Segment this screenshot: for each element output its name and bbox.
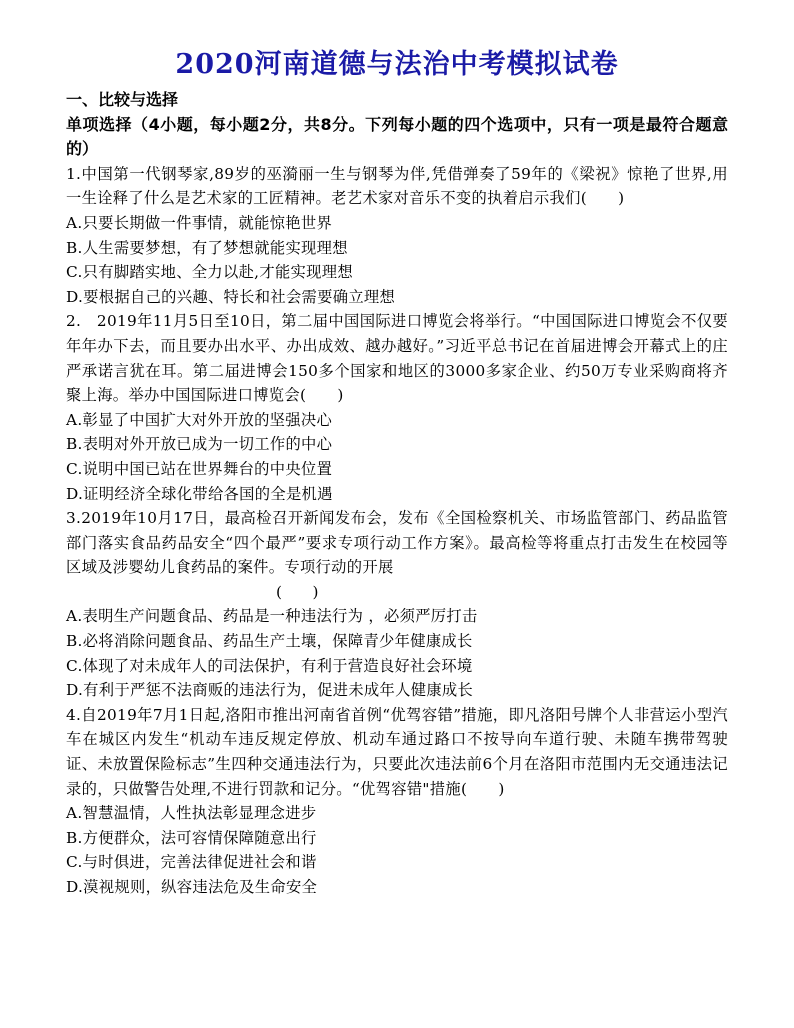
option-c: C.说明中国已站在世界舞台的中央位置: [66, 459, 333, 478]
option-d: D.证明经济全球化带给各国的全是机遇: [66, 484, 333, 503]
question-1: [66, 162, 728, 310]
option-a: A.彰显了中国扩大对外开放的坚强决心: [66, 410, 333, 429]
option-d: D.有利于严惩不法商贩的违法行为，促进未成年人健康成长: [66, 681, 474, 700]
instructions: 单项选择（4小题，每小题2分，共8分。下列每小题的四个选项中，只有一项是最符合题意的）: [66, 114, 728, 159]
question-3: [66, 506, 728, 703]
question-4: [66, 703, 728, 900]
option-a: A.只要长期做一件事情，就能惊艳世界: [66, 213, 333, 232]
page-title: 2020河南道德与法治中考模拟试卷: [175, 49, 619, 80]
option-b: B.表明对外开放已成为一切工作的中心: [66, 435, 333, 454]
option-b: B.必将消除问题食品、药品生产土壤，保障青少年健康成长: [66, 632, 473, 651]
question-stem: 3.2019年10月17日，最高检召开新闻发布会，发布《全国检察机关、市场监管部门、药品监管部门落实食品药品安全“四个最严”要求专项行动工作方案》。最高检等将重点打击发生在校园等区域及涉婴幼儿食药品的案件。专项行动的开展: [66, 509, 728, 577]
option-c: C.与时俱进，完善法律促进社会和谐: [66, 853, 317, 872]
question-stem: 2. 2019年11月5日至10日，第二届中国国际进口博览会将举行。“中国国际进口博览会不仅要年年办下去，而且要办出水平、办出成效、越办越好。”习近平总书记在首届进博会开幕式上的庄严承诺言犹在耳。第二届进博会150多个国家和地区的3000多家企业、约50万专业采购商将齐聚上海。举办中国国际进口博览会( ): [66, 312, 728, 405]
option-c: C.只有脚踏实地、全力以赴,才能实现理想: [66, 263, 353, 282]
option-b: B.人生需要梦想，有了梦想就能实现理想: [66, 238, 348, 257]
option-d: D.漠视规则，纵容违法危及生命安全: [66, 878, 318, 896]
option-a: A.智慧温情，人性执法彰显理念进步: [66, 804, 317, 823]
option-b: B.方便群众，法可容情保障随意出行: [66, 828, 317, 847]
answer-bracket: ( ): [276, 582, 319, 601]
option-c: C.体现了对未成年人的司法保护，有利于营造良好社会环境: [66, 656, 473, 675]
question-stem: 1.中国第一代钢琴家,89岁的巫漪丽一生与钢琴为伴,凭借弹奏了59年的《梁祝》惊艳了世界,用一生诠释了什么是艺术家的工匠精神。老艺术家对音乐不变的执着启示我们( ): [66, 164, 728, 208]
question-2: [66, 309, 728, 506]
question-stem: 4.自2019年7月1日起,洛阳市推出河南省首例“优驾容错”措施，即凡洛阳号牌个人非营运小型汽车在城区内发生“机动车违反规定停放、机动车通过路口不按导向车道行驶、未随车携带驾驶证、未放置保险标志”生四种交通违法行为，只要此次违法前6个月在洛阳市范围内无交通违法记录的，只做警告处理,不进行罚款和记分。“优驾容错"措施( ): [66, 705, 728, 798]
option-a: A.表明生产问题食品、药品是一种违法行为 ，必须严厉打击: [66, 607, 478, 626]
option-d: D.要根据自己的兴趣、特长和社会需要确立理想: [66, 287, 396, 306]
section-heading: 一、比较与选择: [66, 90, 179, 109]
